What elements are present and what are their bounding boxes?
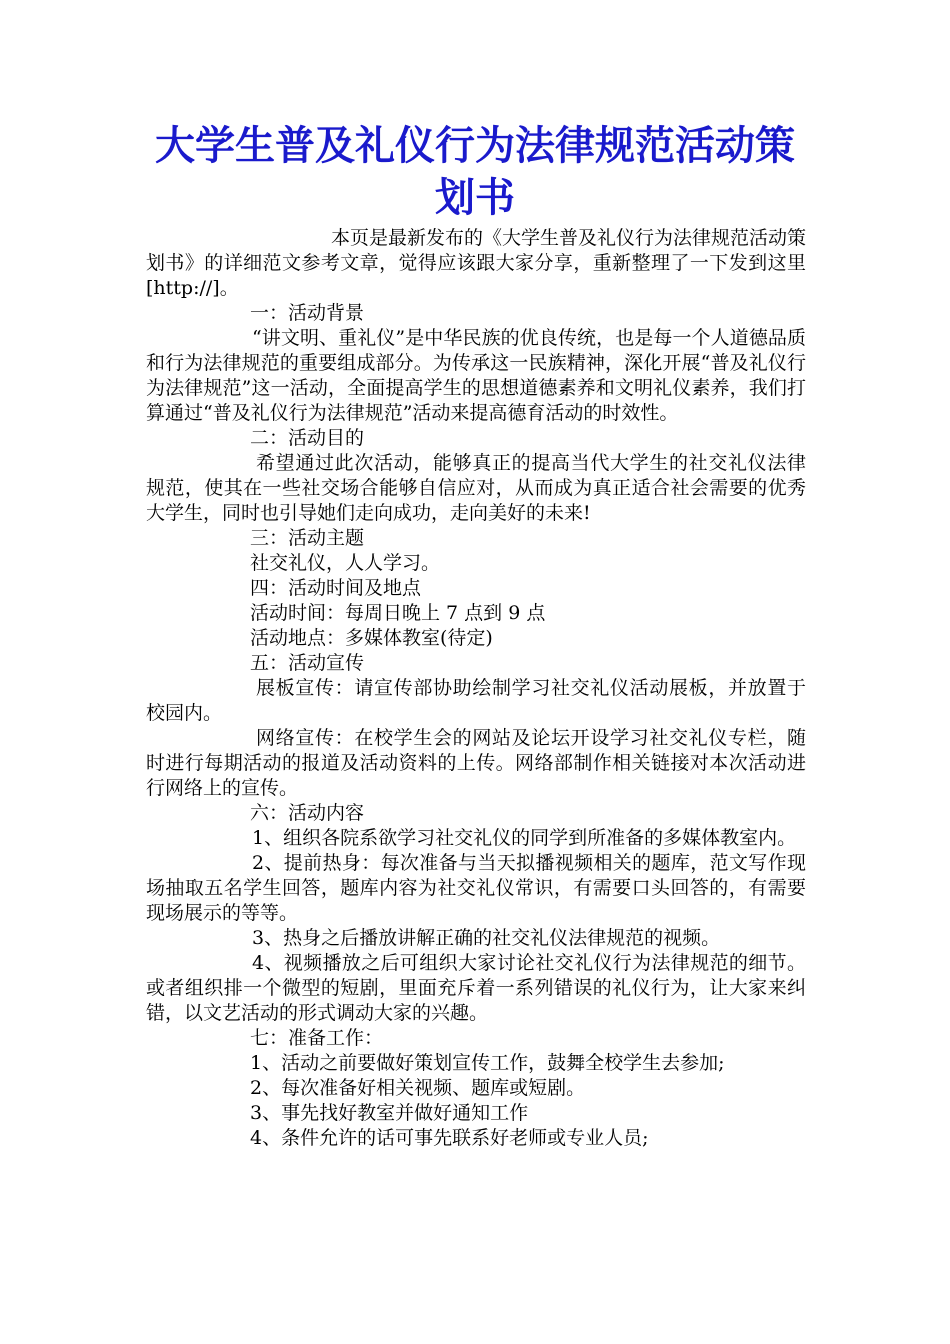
- preparation-item: 1、活动之前要做好策划宣传工作，鼓舞全校学生去参加;: [250, 1052, 725, 1074]
- section-heading-promotion: 五：活动宣传: [250, 652, 365, 674]
- document-title: 大学生普及礼仪行为法律规范活动策划书: [155, 122, 795, 221]
- promotion-board: 展板宣传：请宣传部协助绘制学习社交礼仪活动展板，并放置于校园内。: [146, 677, 806, 724]
- content-item: 3、热身之后播放讲解正确的社交礼仪法律规范的视频。: [252, 927, 721, 949]
- intro-paragraph: 本页是最新发布的《大学生普及礼仪行为法律规范活动策划书》的详细范文参考文章，觉得应该跟大家分享，重新整理了一下发到这里[http://]。: [146, 227, 807, 299]
- preparation-item: 3、事先找好教室并做好通知工作: [250, 1102, 529, 1124]
- section-heading-content: 六：活动内容: [250, 802, 365, 824]
- content-item: 4、视频播放之后可组织大家讨论社交礼仪行为法律规范的细节。或者组织排一个微型的短剧，里面充斥着一系列错误的礼仪行为，让大家来纠错，以文艺活动的形式调动大家的兴趣。: [146, 952, 806, 1024]
- section-heading-time-place: 四：活动时间及地点: [250, 577, 422, 599]
- activity-place: 活动地点：多媒体教室(待定): [250, 627, 493, 649]
- preparation-item: 2、每次准备好相关视频、题库或短剧。: [250, 1077, 586, 1099]
- section-text-background: “讲文明、重礼仪”是中华民族的优良传统，也是每一个人道德品质和行为法律规范的重要组成部分。为传承这一民族精神，深化开展“普及礼仪行为法律规范”这一活动，全面提高学生的思想道德素养和文明礼仪素养，我们打算通过“普及礼仪行为法律规范”活动来提高德育活动的时效性。: [146, 327, 806, 424]
- section-heading-preparation: 七：准备工作：: [250, 1027, 384, 1049]
- section-text-theme: 社交礼仪，人人学习。: [250, 552, 441, 574]
- promotion-web: 网络宣传：在校学生会的网站及论坛开设学习社交礼仪专栏，随时进行每期活动的报道及活动资料的上传。网络部制作相关链接对本次活动进行网络上的宣传。: [146, 727, 806, 799]
- content-item: 2、提前热身：每次准备与当天拟播视频相关的题库，范文写作现场抽取五名学生回答，题库内容为社交礼仪常识，有需要口头回答的，有需要现场展示的等等。: [146, 852, 806, 924]
- section-heading-background: 一：活动背景: [250, 302, 365, 324]
- section-heading-purpose: 二：活动目的: [250, 427, 365, 449]
- document-body: [146, 226, 806, 1151]
- activity-time: 活动时间：每周日晚上 7 点到 9 点: [250, 602, 546, 624]
- preparation-item: 4、条件允许的话可事先联系好老师或专业人员;: [250, 1127, 649, 1149]
- section-heading-theme: 三：活动主题: [250, 527, 365, 549]
- content-item: 1、组织各院系欲学习社交礼仪的同学到所准备的多媒体教室内。: [252, 827, 797, 849]
- section-text-purpose: 希望通过此次活动，能够真正的提高当代大学生的社交礼仪法律规范，使其在一些社交场合能够自信应对，从而成为真正适合社会需要的优秀大学生，同时也引导她们走向成功，走向美好的未来!: [146, 452, 806, 524]
